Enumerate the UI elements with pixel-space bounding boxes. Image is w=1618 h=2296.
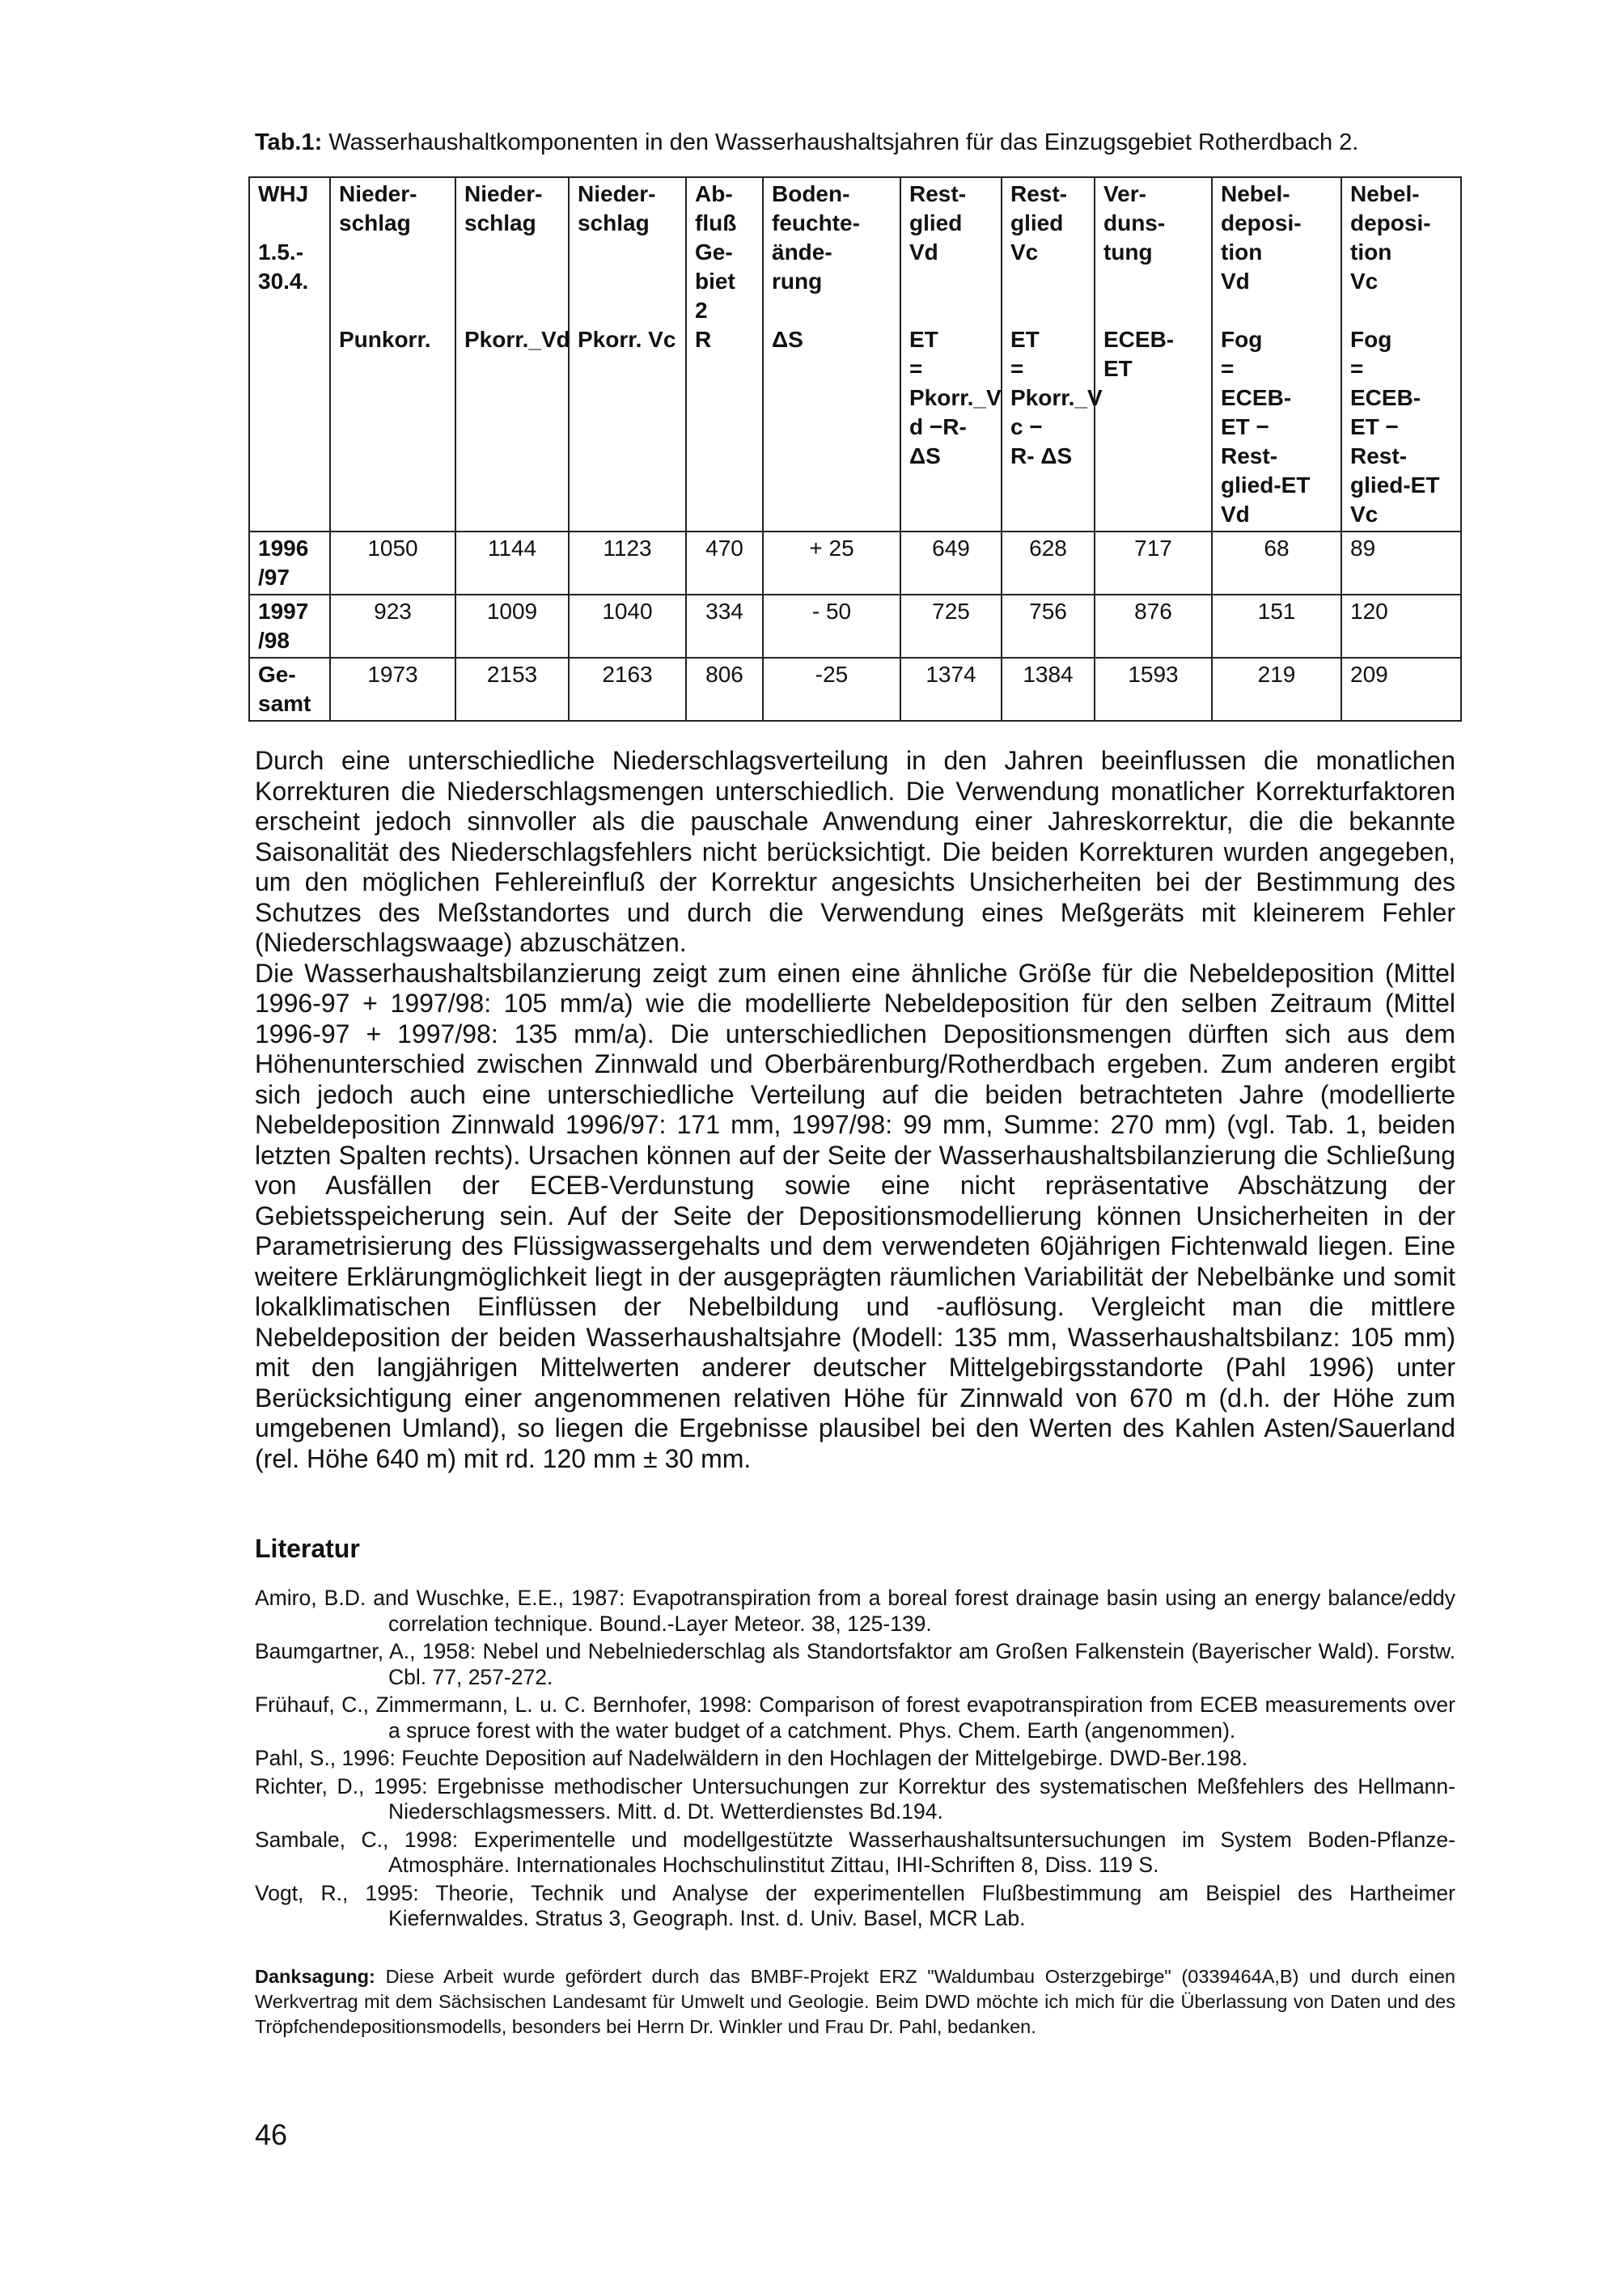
header-symbol: = — [1350, 356, 1364, 381]
table-cell: 1384 — [1002, 658, 1095, 721]
header-line: ände- — [772, 239, 832, 265]
header-symbol: Punkorr. — [339, 327, 431, 352]
row-label — [249, 658, 330, 721]
header-symbol: = — [909, 356, 923, 381]
table-cell: 2163 — [569, 658, 686, 721]
header-cell — [900, 177, 1002, 532]
table-cell: 89 — [1341, 532, 1461, 595]
table-cell: 120 — [1341, 595, 1461, 658]
header-cell — [249, 177, 330, 532]
header-line: tion — [1350, 239, 1392, 265]
header-line: rung — [772, 269, 823, 294]
reference-item: Baumgartner, A., 1958: Nebel und Nebelniederschlag als Standortsfaktor am Großen Falkenstein (Bayerischer Wald). Forstw. Cbl. 77, 257-272. — [255, 1639, 1455, 1689]
header-line: 2 — [695, 298, 708, 323]
header-symbol: ΔS — [772, 327, 803, 352]
table-row — [249, 658, 1461, 721]
header-symbol: Rest- — [1350, 443, 1408, 468]
table-cell: 470 — [686, 532, 763, 595]
header-symbol: ET — [1010, 327, 1040, 352]
header-line: Ver- — [1103, 181, 1146, 206]
row-label-line: Ge- — [258, 662, 296, 687]
table-caption-text: Wasserhaushaltkomponenten in den Wasserhaushaltsjahren für das Einzugsgebiet Rotherdbach 2. — [328, 129, 1359, 155]
page-number: 46 — [255, 2118, 288, 2151]
header-line: deposi- — [1221, 210, 1302, 235]
header-cell — [1212, 177, 1341, 532]
header-cell — [455, 177, 569, 532]
table-row — [249, 595, 1461, 658]
header-line: glied — [1010, 210, 1064, 235]
header-line: Vc — [1010, 239, 1039, 265]
table-cell: + 25 — [763, 532, 900, 595]
table-cell: 334 — [686, 595, 763, 658]
reference-list — [255, 1586, 1455, 1934]
header-line: schlag — [339, 210, 411, 235]
header-symbol: ECEB- — [1103, 327, 1175, 352]
water-balance-table — [248, 176, 1462, 722]
header-line: Nieder- — [339, 181, 417, 206]
table-cell: 1040 — [569, 595, 686, 658]
header-line: Vd — [1221, 269, 1250, 294]
row-label-line: /97 — [258, 565, 290, 590]
header-symbol: Pkorr._V — [1010, 385, 1103, 410]
row-label-line: samt — [258, 691, 311, 716]
header-line: Vd — [909, 239, 938, 265]
reference-item: Vogt, R., 1995: Theorie, Technik und Analyse der experimentellen Flußbestimmung am Beispiel des Hartheimer Kiefernwaldes. Stratus 3, Geograph. Inst. d. Univ. Basel, MCR Lab. — [255, 1880, 1455, 1930]
header-line: feuchte- — [772, 210, 860, 235]
header-line: Rest- — [1010, 181, 1068, 206]
table-cell: 1123 — [569, 532, 686, 595]
table-cell: 649 — [900, 532, 1002, 595]
table-cell: 806 — [686, 658, 763, 721]
header-line: deposi- — [1350, 210, 1431, 235]
header-line: fluß — [695, 210, 737, 235]
header-line: Nebel- — [1221, 181, 1290, 206]
header-symbol: Rest- — [1221, 443, 1278, 468]
header-line — [258, 209, 321, 238]
header-symbol: Pkorr._Vd — [464, 327, 570, 352]
header-symbol: Pkorr. Vc — [578, 327, 676, 352]
header-symbol: ET − — [1350, 414, 1399, 439]
header-symbol: glied-ET — [1221, 472, 1311, 498]
reference-item: Pahl, S., 1996: Feuchte Deposition auf Nadelwäldern in den Hochlagen der Mittelgebirge. DWD-Ber.198. — [255, 1746, 1248, 1770]
reference-item: Sambale, C., 1998: Experimentelle und modellgestützte Wasserhaushaltsuntersuchungen im System Boden-Pflanze-Atmosphäre. Internationales Hochschulinstitut Zittau, IHI-Schriften 8, Diss. 119 S. — [255, 1827, 1455, 1877]
table-cell: 923 — [330, 595, 455, 658]
literature-heading: Literatur — [255, 1534, 360, 1563]
header-symbol: R — [695, 327, 712, 352]
table-cell: 1050 — [330, 532, 455, 595]
table-cell: 1144 — [455, 532, 569, 595]
header-line: WHJ — [258, 181, 309, 206]
header-symbol: = — [1221, 356, 1235, 381]
body-text — [255, 746, 1455, 1474]
header-line: tion — [1221, 239, 1263, 265]
table-caption-label: Tab.1: — [255, 129, 323, 155]
header-symbol: Fog — [1221, 327, 1263, 352]
header-line: Nieder- — [464, 181, 543, 206]
header-line: 1.5.- — [258, 239, 304, 265]
table-caption — [255, 128, 1452, 157]
header-line: schlag — [464, 210, 536, 235]
header-symbol: Pkorr._V — [909, 385, 1002, 410]
table-cell: 756 — [1002, 595, 1095, 658]
header-symbol: ET — [909, 327, 938, 352]
row-label-line: /98 — [258, 628, 290, 653]
acknowledgement — [255, 1964, 1455, 2040]
header-line: glied — [909, 210, 963, 235]
header-line: Ab- — [695, 181, 733, 206]
header-symbol: ECEB- — [1221, 385, 1292, 410]
reference-item: Amiro, B.D. and Wuschke, E.E., 1987: Evapotranspiration from a boreal forest drainage basin using an energy balance/eddy correlation technique. Bound.-Layer Meteor. 38, 125-139. — [255, 1586, 1455, 1636]
table-cell: 68 — [1212, 532, 1341, 595]
header-cell — [1341, 177, 1461, 532]
header-cell — [686, 177, 763, 532]
table-header-row — [249, 177, 1461, 532]
header-symbol: Vc — [1350, 502, 1379, 527]
header-line: Boden- — [772, 181, 850, 206]
header-line: Ge- — [695, 239, 733, 265]
row-label — [249, 532, 330, 595]
header-cell — [763, 177, 900, 532]
header-line: Nebel- — [1350, 181, 1420, 206]
table-cell: 2153 — [455, 658, 569, 721]
table-cell: 1593 — [1095, 658, 1212, 721]
header-cell — [569, 177, 686, 532]
row-label-line: 1996 — [258, 536, 309, 561]
reference-item: Frühauf, C., Zimmermann, L. u. C. Bernhofer, 1998: Comparison of forest evapotranspiration from ECEB measurements over a spruce forest with the water budget of a catchment. Phys. Chem. Earth (angenommen). — [255, 1692, 1455, 1743]
table-cell: 628 — [1002, 532, 1095, 595]
header-line: Vc — [1350, 269, 1379, 294]
header-line: Nieder- — [578, 181, 656, 206]
header-line: 30.4. — [258, 269, 309, 294]
table-cell: 725 — [900, 595, 1002, 658]
header-symbol: c − — [1010, 414, 1043, 439]
paragraph-1: Durch eine unterschiedliche Niederschlagsverteilung in den Jahren beeinflussen die monatlichen Korrekturen die Niederschlagsmengen unterschiedlich. Die Verwendung monatlicher Korrekturfaktoren erscheint jedoch sinnvoller als die pauschale Anwendung einer Jahreskorrektur, die die bekannte Saisonalität des Niederschlagsfehlers nicht berücksichtigt. Die beiden Korrekturen wurden angegeben, um den möglichen Fehlereinfluß der Korrektur angesichts Unsicherheiten bei der Bestimmung des Schutzes des Meßstandortes und durch die Verwendung eines Meßgeräts mit kleinerem Fehler (Niederschlagswaage) abzuschätzen. — [255, 746, 1455, 957]
header-cell — [1095, 177, 1212, 532]
table-cell: 1973 — [330, 658, 455, 721]
acknowledgement-text: Diese Arbeit wurde gefördert durch das BMBF-Projekt ERZ "Waldumbau Osterzgebirge" (0339464A,B) und durch einen Werkvertrag mit dem Sächsischen Landesamt für Umwelt und Geologie. Beim DWD möchte ich mich für die Überlassung von Daten und des Tröpfchendepositionsmodells, besonders bei Herrn Dr. Winkler und Frau Dr. Pahl, bedanken. — [255, 1966, 1455, 2037]
header-symbol: Vd — [1221, 502, 1250, 527]
header-symbol: R- ΔS — [1010, 443, 1073, 468]
table-cell: - 50 — [763, 595, 900, 658]
header-symbol: ECEB- — [1350, 385, 1421, 410]
header-line: tung — [1103, 239, 1153, 265]
header-symbol: Fog — [1350, 327, 1392, 352]
header-line: biet — [695, 269, 735, 294]
row-label-line: 1997 — [258, 599, 309, 624]
header-symbol: ET — [1103, 356, 1133, 381]
header-symbol: glied-ET — [1350, 472, 1440, 498]
header-line: Rest- — [909, 181, 967, 206]
header-line: schlag — [578, 210, 650, 235]
table-cell: 1374 — [900, 658, 1002, 721]
header-symbol: ET − — [1221, 414, 1269, 439]
table-cell: 1009 — [455, 595, 569, 658]
reference-item: Richter, D., 1995: Ergebnisse methodischer Untersuchungen zur Korrektur des systematischen Meßfehlers des Hellmann-Niederschlagsmessers. Mitt. d. Dt. Wetterdienstes Bd.194. — [255, 1773, 1455, 1824]
header-cell — [330, 177, 455, 532]
header-line: duns- — [1103, 210, 1166, 235]
table-cell: 209 — [1341, 658, 1461, 721]
header-symbol: = — [1010, 356, 1024, 381]
header-cell — [1002, 177, 1103, 532]
table-cell: 219 — [1212, 658, 1341, 721]
row-label — [249, 595, 330, 658]
acknowledgement-label: Danksagung: — [255, 1966, 375, 1987]
header-symbol: ΔS — [909, 443, 941, 468]
table-cell: 717 — [1095, 532, 1212, 595]
table-cell: 876 — [1095, 595, 1212, 658]
table-cell: 151 — [1212, 595, 1341, 658]
table-cell: -25 — [763, 658, 900, 721]
table-row — [249, 532, 1461, 595]
header-symbol: d −R- — [909, 414, 967, 439]
paragraph-2: Die Wasserhaushaltsbilanzierung zeigt zum einen eine ähnliche Größe für die Nebeldeposition (Mittel 1996-97 + 1997/98: 105 mm/a) wie die modellierte Nebeldeposition für den selben Zeitraum (Mittel 1996-97 + 1997/98: 135 mm/a). Die unterschiedlichen Depositionsmengen dürften sich aus dem Höhenunterschied zwischen Zinnwald und Oberbärenburg/Rotherdbach ergeben. Zum anderen ergibt sich jedoch auch eine unterschiedliche Verteilung auf die beiden betrachteten Jahre (modellierte Nebeldeposition Zinnwald 1996/97: 171 mm, 1997/98: 99 mm, Summe: 270 mm) (vgl. Tab. 1, beiden letzten Spalten rechts). Ursachen können auf der Seite der Wasserhaushaltsbilanzierung die Schließung von Ausfällen der ECEB-Verdunstung sowie eine nicht repräsentative Abschätzung der Gebietsspeicherung sein. Auf der Seite der Depositionsmodellierung können Unsicherheiten in der Parametrisierung des Flüssigwassergehalts und dem verwendeten 60jährigen Fichtenwald liegen. Eine weitere Erklärungmöglichkeit liegt in der ausgeprägten räumlichen Variabilität der Nebelbänke und somit lokalklimatischen Einflüssen der Nebelbildung und -auflösung. Vergleicht man die mittlere Nebeldeposition der beiden Wasserhaushaltsjahre (Modell: 135 mm, Wasserhaushaltsbilanz: 105 mm) mit den langjährigen Mittelwerten anderer deutscher Mittelgebirgsstandorte (Pahl 1996) unter Berücksichtigung einer angenommenen relativen Höhe für Zinnwald von 670 m (d.h. der Höhe zum umgebenen Umland), so liegen die Ergebnisse plausibel bei den Werten des Kahlen Asten/Sauerland (rel. Höhe 640 m) mit rd. 120 mm ± 30 mm. — [255, 958, 1455, 1473]
